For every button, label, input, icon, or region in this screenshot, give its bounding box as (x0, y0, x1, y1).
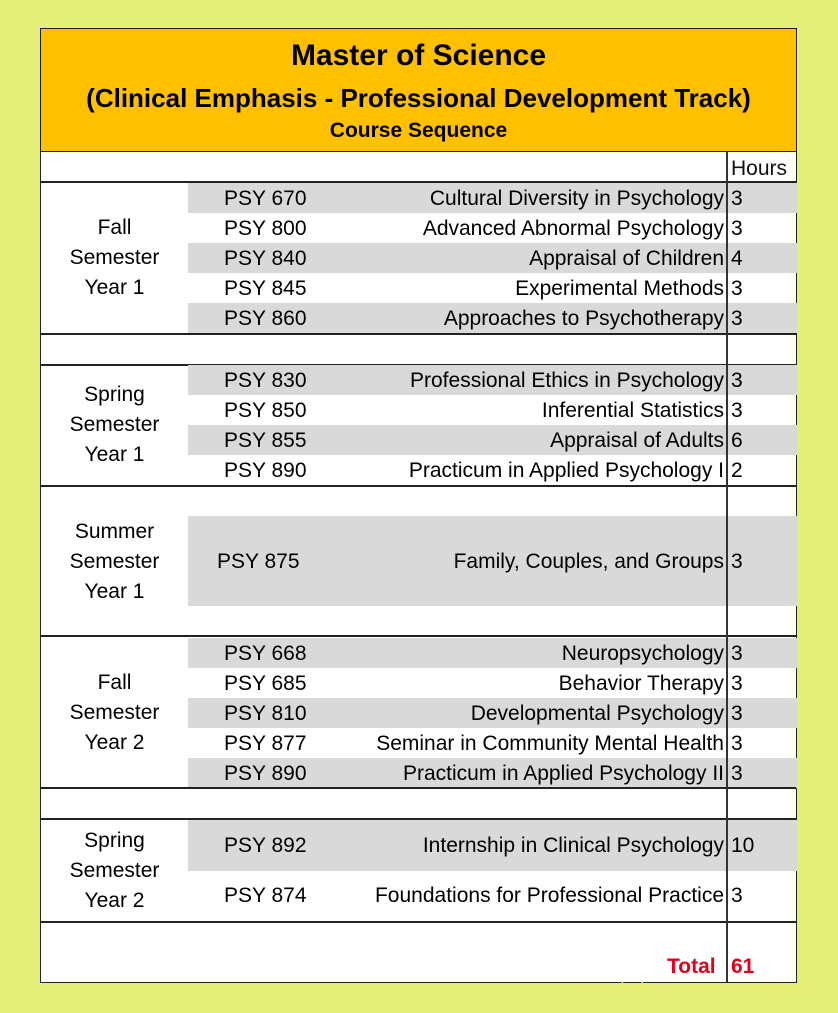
divider (41, 635, 796, 637)
table-row (188, 668, 797, 698)
course-code: PSY 668 (224, 642, 307, 665)
total-value: 61 (731, 955, 755, 978)
course-hours: 3 (731, 702, 743, 725)
table-row (188, 183, 797, 213)
page-title: Master of Science (290, 39, 547, 72)
table-row (188, 425, 797, 455)
course-name: Internship in Clinical Psychology (422, 834, 724, 857)
course-sequence-sheet (40, 28, 797, 983)
course-name: Approaches to Psychotherapy (443, 307, 724, 330)
course-name: Family, Couples, and Groups (453, 550, 724, 573)
table-row (188, 303, 797, 333)
hours-column-divider (726, 152, 728, 982)
course-hours: 10 (731, 834, 755, 857)
table-row (188, 455, 797, 485)
course-code: PSY 685 (224, 672, 307, 695)
watermark: psychology masters programs (582, 979, 823, 998)
course-hours: 4 (731, 247, 743, 270)
course-hours: 3 (731, 399, 743, 422)
header-banner (41, 29, 796, 152)
course-hours: 3 (731, 732, 743, 755)
course-code: PSY 840 (224, 247, 307, 270)
course-name: Appraisal of Children (529, 247, 724, 270)
table-row (188, 273, 797, 303)
course-hours: 3 (731, 307, 743, 330)
table-row (188, 638, 797, 668)
semester-label: Fall Semester Year 2 (69, 671, 160, 754)
course-hours: 3 (731, 187, 743, 210)
course-code: PSY 860 (224, 307, 307, 330)
table-row (188, 516, 797, 606)
course-name: Professional Ethics in Psychology (410, 369, 724, 392)
table-row (188, 728, 797, 758)
course-name: Appraisal of Adults (550, 429, 724, 452)
semester-label: Spring Semester Year 2 (69, 829, 160, 912)
course-name: Foundations for Professional Practice (374, 884, 724, 907)
course-code: PSY 850 (224, 399, 307, 422)
course-code: PSY 855 (224, 429, 307, 452)
course-code: PSY 874 (224, 884, 307, 907)
course-hours: 3 (731, 217, 743, 240)
divider (41, 485, 796, 487)
course-hours: 3 (731, 550, 743, 573)
course-hours: 3 (731, 642, 743, 665)
course-name: Developmental Psychology (470, 702, 724, 725)
course-name: Practicum in Applied Psychology I (408, 459, 724, 482)
divider (41, 921, 796, 923)
table-row (188, 243, 797, 273)
course-name: Cultural Diversity in Psychology (429, 187, 724, 210)
total-label: Total (667, 955, 716, 978)
table-row (188, 365, 797, 395)
semester-label: Spring Semester Year 1 (69, 383, 160, 466)
course-code: PSY 670 (224, 187, 307, 210)
table-row (188, 698, 797, 728)
table-row (188, 820, 797, 871)
course-name: Practicum in Applied Psychology II (403, 762, 724, 785)
course-name: Neuropsychology (561, 642, 724, 665)
divider (41, 787, 796, 789)
course-hours: 3 (731, 762, 743, 785)
course-code: PSY 830 (224, 369, 307, 392)
course-hours: 2 (731, 459, 743, 482)
course-code: PSY 875 (217, 550, 300, 573)
table-row (188, 395, 797, 425)
course-code: PSY 890 (224, 459, 307, 482)
course-name: Inferential Statistics (541, 399, 724, 422)
course-hours: 3 (731, 369, 743, 392)
course-code: PSY 890 (224, 762, 307, 785)
divider (41, 333, 796, 335)
course-name: Seminar in Community Mental Health (376, 732, 724, 755)
course-name: Behavior Therapy (558, 672, 724, 695)
course-code: PSY 892 (224, 834, 307, 857)
course-name: Advanced Abnormal Psychology (422, 217, 724, 240)
course-hours: 3 (731, 672, 743, 695)
course-code: PSY 800 (224, 217, 307, 240)
table-row (188, 871, 797, 921)
course-hours: 3 (731, 277, 743, 300)
semester-label: Summer Semester Year 1 (69, 520, 160, 603)
table-row (188, 758, 797, 788)
course-code: PSY 845 (224, 277, 307, 300)
section-title: Course Sequence (329, 119, 508, 142)
hours-column-header: Hours (731, 157, 788, 180)
course-hours: 6 (731, 429, 743, 452)
course-name: Experimental Methods (515, 277, 724, 300)
page-subtitle: (Clinical Emphasis - Professional Development Track) (86, 83, 751, 113)
course-code: PSY 810 (224, 702, 307, 725)
table-row (188, 213, 797, 243)
course-hours: 3 (731, 884, 743, 907)
semester-label: Fall Semester Year 1 (69, 216, 160, 299)
course-code: PSY 877 (224, 732, 307, 755)
